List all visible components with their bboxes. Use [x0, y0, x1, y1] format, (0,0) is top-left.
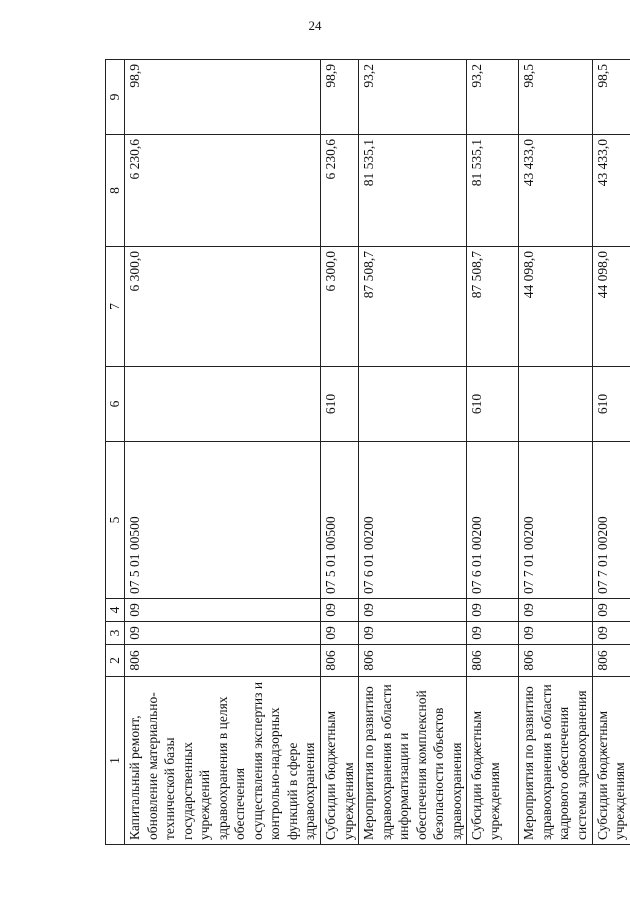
- row-pr: 09: [321, 599, 359, 622]
- row-plan: 44 098,0: [592, 247, 630, 367]
- table-row: [321, 60, 359, 845]
- row-plan: 6 300,0: [125, 247, 321, 367]
- col-header-4: 4: [106, 599, 125, 622]
- row-fact: 43 433,0: [519, 135, 592, 247]
- table-row: [125, 60, 321, 845]
- col-header-5: 5: [106, 442, 125, 599]
- row-plan: 6 300,0: [321, 247, 359, 367]
- row-name: Субсидии бюджетным учреждениям: [321, 677, 359, 845]
- row-pr: 09: [519, 599, 592, 622]
- col-header-8: 8: [106, 135, 125, 247]
- row-grbs: 806: [321, 645, 359, 677]
- row-plan: 87 508,7: [467, 247, 519, 367]
- row-grbs: 806: [125, 645, 321, 677]
- row-csr: 07 5 01 00500: [321, 442, 359, 599]
- row-fact: 43 433,0: [592, 135, 630, 247]
- col-header-1: 1: [106, 677, 125, 845]
- row-pct: 93,2: [467, 60, 519, 135]
- col-header-2: 2: [106, 645, 125, 677]
- row-pr: 09: [592, 599, 630, 622]
- row-pr: 09: [125, 599, 321, 622]
- row-name: Капитальный ремонт, обновление материально-технической базы государственных учреждений здравоохранения в целях обеспечения осуществления экспертиз и контрольно-надзорных функций в сфере здравоохранения: [125, 677, 321, 845]
- row-plan: 87 508,7: [359, 247, 467, 367]
- row-name: Мероприятия по развитию здравоохранения в области кадрового обеспечения системы здравоохранения: [519, 677, 592, 845]
- row-fact: 6 230,6: [125, 135, 321, 247]
- row-vr: 610: [467, 367, 519, 442]
- table-row: [592, 60, 630, 845]
- page-number: 24: [308, 18, 322, 33]
- rotated-table-container: [105, 60, 628, 845]
- table-row: [467, 60, 519, 845]
- row-vr: 610: [321, 367, 359, 442]
- row-name: Субсидии бюджетным учреждениям: [467, 677, 519, 845]
- row-pr: 09: [359, 599, 467, 622]
- table-row: [519, 60, 592, 845]
- row-pct: 98,5: [592, 60, 630, 135]
- row-pct: 98,5: [519, 60, 592, 135]
- row-fact: 81 535,1: [467, 135, 519, 247]
- row-name: Субсидии бюджетным учреждениям: [592, 677, 630, 845]
- row-csr: 07 6 01 00200: [467, 442, 519, 599]
- row-grbs: 806: [519, 645, 592, 677]
- row-vr: [519, 367, 592, 442]
- col-header-3: 3: [106, 622, 125, 645]
- row-rz: 09: [592, 622, 630, 645]
- row-pct: 98,9: [321, 60, 359, 135]
- row-grbs: 806: [592, 645, 630, 677]
- col-header-7: 7: [106, 247, 125, 367]
- table-row: [359, 60, 467, 845]
- budget-table: [105, 59, 630, 845]
- table-header-row: [106, 60, 125, 845]
- row-pr: 09: [467, 599, 519, 622]
- row-vr: [359, 367, 467, 442]
- row-csr: 07 6 01 00200: [359, 442, 467, 599]
- row-name: Мероприятия по развитию здравоохранения в области информатизации и обеспечения комплексной безопасности объектов здравоохранения: [359, 677, 467, 845]
- row-rz: 09: [125, 622, 321, 645]
- row-csr: 07 7 01 00200: [519, 442, 592, 599]
- row-csr: 07 5 01 00500: [125, 442, 321, 599]
- row-rz: 09: [359, 622, 467, 645]
- row-plan: 44 098,0: [519, 247, 592, 367]
- row-vr: [125, 367, 321, 442]
- row-rz: 09: [519, 622, 592, 645]
- row-rz: 09: [467, 622, 519, 645]
- row-grbs: 806: [467, 645, 519, 677]
- row-grbs: 806: [359, 645, 467, 677]
- row-csr: 07 7 01 00200: [592, 442, 630, 599]
- row-pct: 98,9: [125, 60, 321, 135]
- row-fact: 81 535,1: [359, 135, 467, 247]
- col-header-6: 6: [106, 367, 125, 442]
- col-header-9: 9: [106, 60, 125, 135]
- row-vr: 610: [592, 367, 630, 442]
- row-rz: 09: [321, 622, 359, 645]
- row-pct: 93,2: [359, 60, 467, 135]
- row-fact: 6 230,6: [321, 135, 359, 247]
